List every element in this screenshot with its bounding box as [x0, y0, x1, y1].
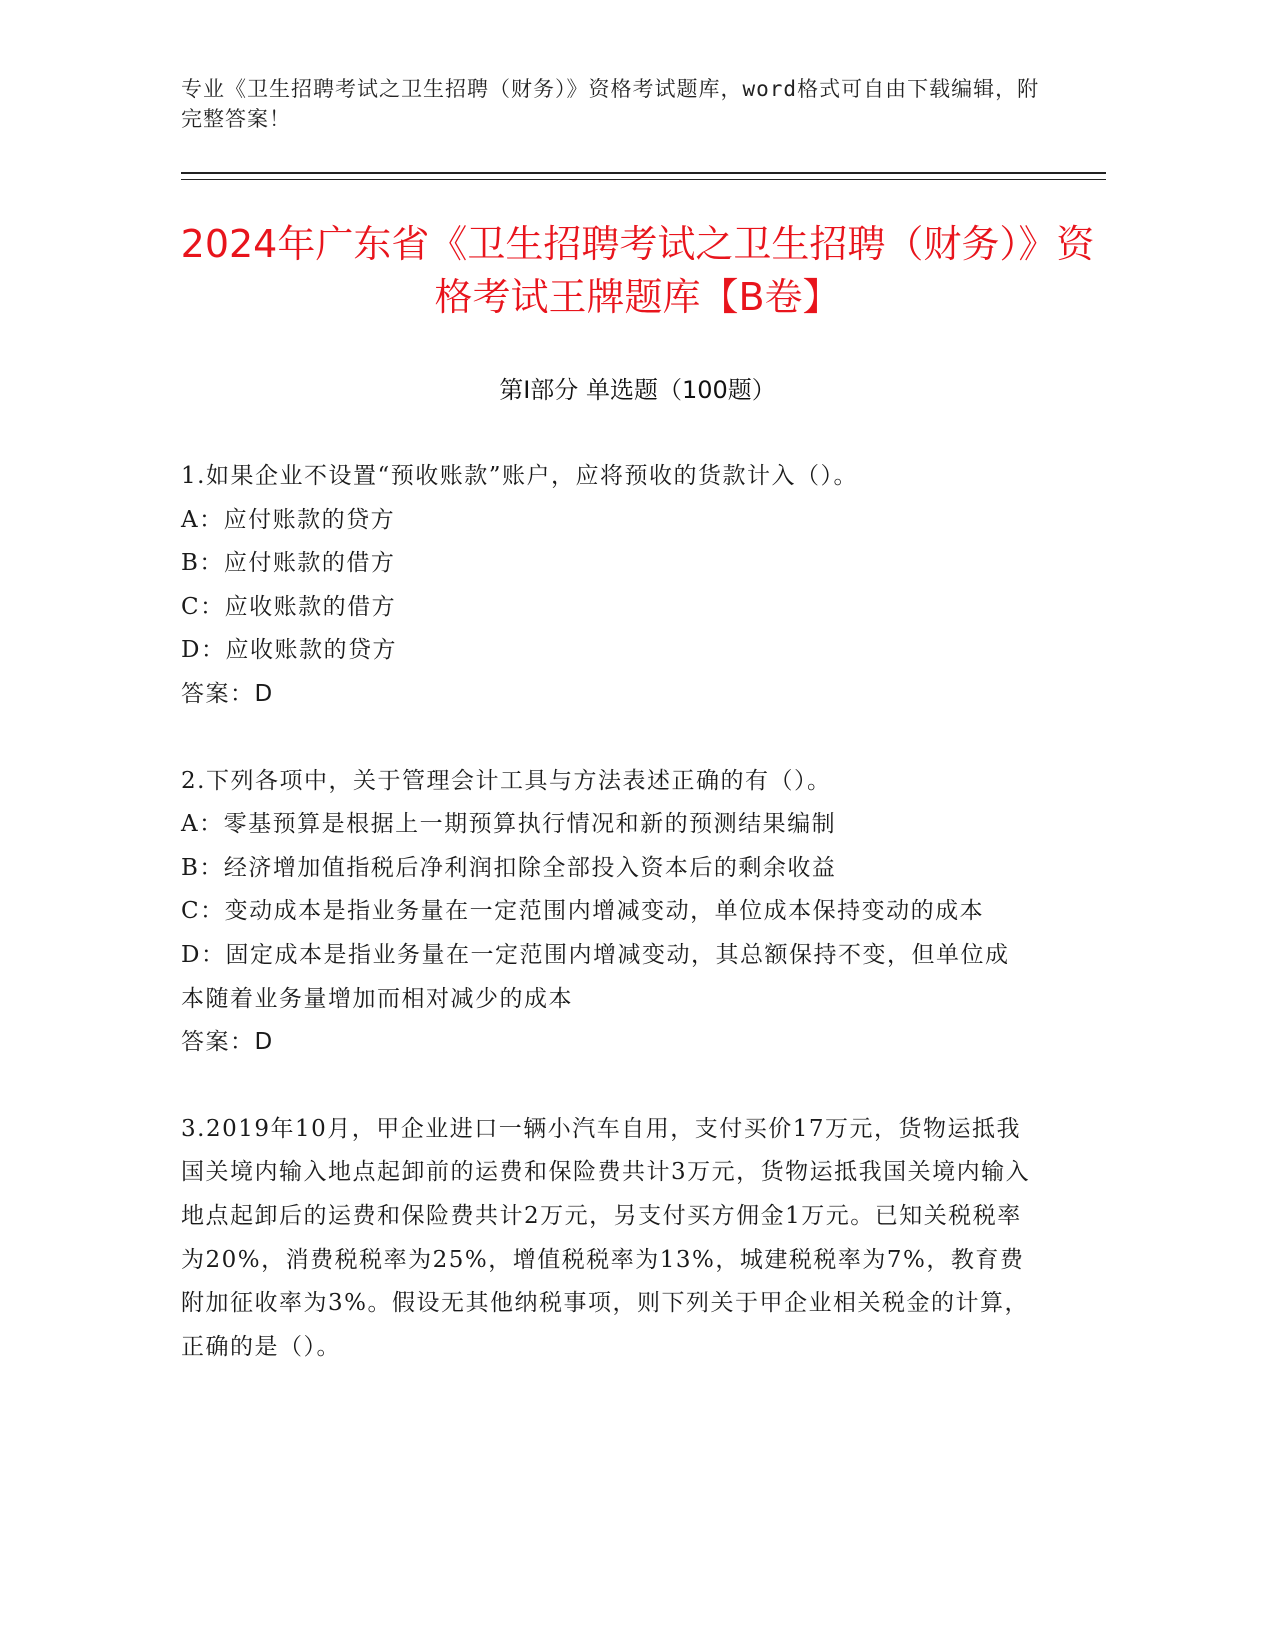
- question-answer: 答案：D: [181, 680, 274, 707]
- header-note: 专业《卫生招聘考试之卫生招聘（财务）》资格考试题库，word格式可自由下载编辑，附完整答案！: [181, 77, 1040, 131]
- question-answer: 答案：D: [181, 1029, 274, 1056]
- section-heading: 第Ⅰ部分 单选题（100题）: [499, 376, 776, 404]
- question-stem: 2.下列各项中，关于管理会计工具与方法表述正确的有（）。: [181, 767, 832, 794]
- question-option: D：应收账款的贷方: [181, 637, 397, 664]
- document-title: 2024年广东省《卫生招聘考试之卫生招聘（财务）》资格考试王牌题库【B卷】: [180, 222, 1095, 319]
- question-option: D：固定成本是指业务量在一定范围内增减变动，其总额保持不变，但单位成本随着业务量增加而相对减少的成本: [181, 941, 1010, 1012]
- question-option: A：零基预算是根据上一期预算执行情况和新的预测结果编制: [181, 811, 837, 838]
- question-list: [181, 455, 1031, 1412]
- question-option: C：应收账款的借方: [181, 593, 397, 620]
- question-item: [181, 760, 1031, 1065]
- question-option: A：应付账款的贷方: [181, 506, 396, 533]
- question-item: [181, 1108, 1031, 1370]
- question-item: [181, 455, 1031, 717]
- header-rule-thick: [181, 172, 1106, 174]
- question-option: C：变动成本是指业务量在一定范围内增减变动，单位成本保持变动的成本: [181, 898, 985, 925]
- question-stem: 1.如果企业不设置“预收账款”账户，应将预收的货款计入（）。: [181, 463, 858, 489]
- question-option: B：应付账款的借方: [181, 550, 396, 577]
- question-stem: 3.2019年10月，甲企业进口一辆小汽车自用，支付买价17万元，货物运抵我国关境内输入地点起卸前的运费和保险费共计3万元，货物运抵我国关境内输入地点起卸后的运费和保险费共计2万元，另支付买方佣金1万元。已知关税税率为20%，消费税税率为25%，增值税税率为13%，城建税税率为7%，教育费附加征收率为3%。假设无其他纳税事项，则下列关于甲企业相关税金的计算，正确的是（）。: [181, 1115, 1031, 1360]
- header-rule-thin: [181, 179, 1106, 180]
- question-option: B：经济增加值指税后净利润扣除全部投入资本后的剩余收益: [181, 854, 837, 881]
